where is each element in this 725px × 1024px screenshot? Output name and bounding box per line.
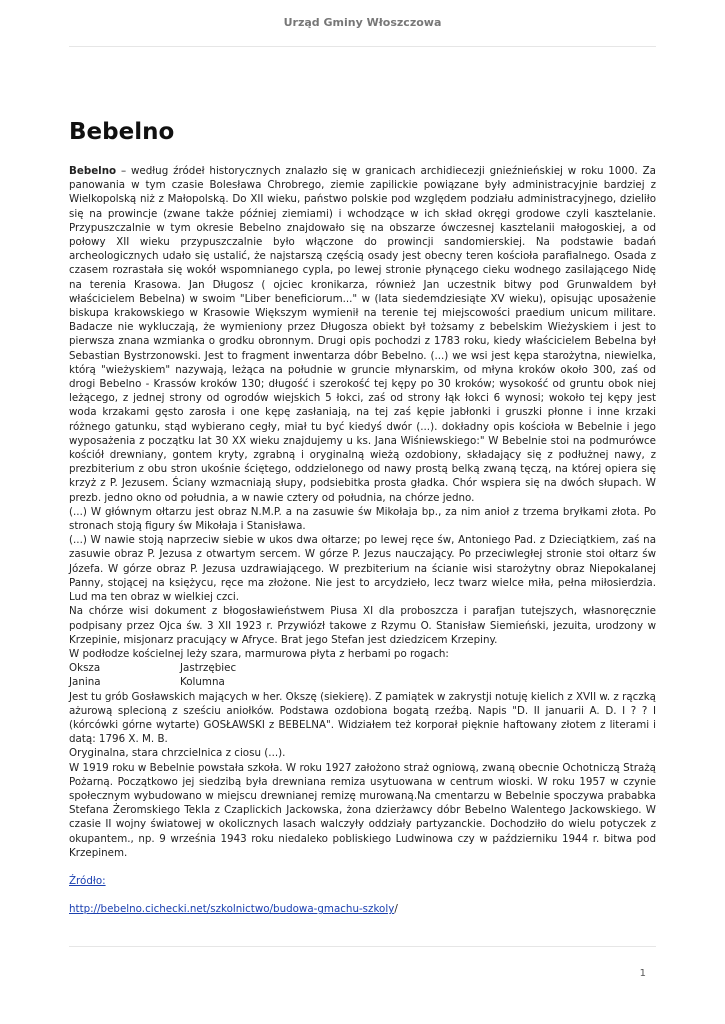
- article-body: [69, 164, 656, 916]
- herb-name: Janina: [69, 676, 101, 689]
- site-header-title: Urząd Gminy Włoszczowa: [283, 16, 442, 29]
- spacer: [69, 888, 656, 902]
- herb-row-1: [69, 661, 656, 675]
- page-number: 1: [639, 968, 646, 979]
- header-divider: [69, 46, 656, 47]
- herb-row-2: [69, 675, 656, 689]
- paragraph-floor: W podłodze kościelnej leży szara, marmurowa płyta z herbami po rogach:: [69, 647, 449, 660]
- paragraph-grave: Jest tu grób Gosławskich mających w her. Okszę (siekierę). Z pamiątek w zakrystji notuję kielich z XVII w. z rączką ażurową splecioną z sześciu aniołków. Podstawa ozdobiona bogatą rzeźbą. Napis "D. II januarii A. D. I ? ? I (kórcówki górne wytarte) GOSŁAWSKI z BEBELNA". Widziałem też korporał pięknie haftowany złotem z literami i datą: 1796 X. M. B.: [69, 690, 656, 746]
- paragraph-nave: (...) W nawie stoją naprzeciw siebie w ukos dwa ołtarze; po lewej ręce św, Antoniego Pad. z Dzieciątkiem, zaś na zasuwie obraz P. Jezusa z otwartym sercem. W górze P. Jezus nauczający. Po przeciwległej stronie stoi ołtarz św Józefa. W górze obraz P. Jezusa uzdrawiającego. W prezbiterium na ścianie wisi starożytny obraz Niepokalanej Panny, stojącej na księżycu, ręce ma złożone. Nie jest to arcydzieło, lecz twarz wielce miła, pełna miłosierdzia. Lud ma ten obraz w wielkiej czci.: [69, 534, 656, 604]
- source-line: [69, 902, 656, 916]
- paragraph-choir: Na chórze wisi dokument z błogosławieństwem Piusa XI dla proboszcza i parafjan tutejszych, własnoręcznie podpisany przez Ojca św. 3 XII 1923 r. Przywiózł takowe z Rzymu O. Stanisław Siemieński, jezuita, urodzony w Krzepinie, misjonarz pracujący w Afryce. Brat jego Stefan jest dziedzicem Krzepiny.: [69, 605, 656, 646]
- page-title: Bebelno: [69, 119, 175, 145]
- paragraph-altar: (...) W głównym ołtarzu jest obraz N.M.P. a na zasuwie św Mikołaja bp., za nim anioł z trzema bryłkami złota. Po stronach stoją figury św Mikołaja i Stanisława.: [69, 505, 656, 533]
- herb-name: Jastrzębiec: [180, 662, 237, 675]
- footer-divider: [69, 946, 656, 947]
- source-link[interactable]: http://bebelno.cichecki.net/szkolnictwo/budowa-gmachu-szkoly: [69, 903, 395, 916]
- herb-name: Kolumna: [180, 676, 225, 689]
- source-label: [69, 874, 656, 888]
- intro-text: – według źródeł historycznych znalazło się w granicach archidiecezji gnieźnieńskiej w roku 1000. Za panowania w tym czasie Bolesława Chrobrego, ziemie zapilickie powiązane były administracyjnie bardziej z Wielkopolską niż z Małopolską. Do XII wieku, państwo polskie pod względem podziału administracyjnego, dzieliło się na prowincje (zwane także później ziemiami) i wchodzące w ich skład okręgi grodowe czyli kasztelanie. Przypuszczalnie w tym okresie Bebelno znajdowało się na obszarze ówczesnej kasztelanii małogoskiej, a od połowy XII wieku przypuszczalnie było włączone do prowincji sandomierskiej. Na podstawie badań archeologicznych udało się ustalić, że najstarszą częścią osady jest obecny teren kościoła parafialnego. Osada z czasem rozrastała się wokół wspomnianego cypla, po lewej stronie płynącego cieku wodnego zasilającego Nidę na terenia Krasowa. Jan Długosz ( ojciec kronikarza, również Jan uczestnik bitwy pod Grunwaldem był właścicielem Bebelna) w swoim "Liber beneficiorum..." w (lata siedemdziesiąte XV wieku), opisując uposażenie biskupa krakowskiego w Krasowie Większym wymienił na terenie tej miejscowości praedium unicum militare. Badacze nie wykluczają, że wymieniony przez Długosza obiekt był tożsamy z bebelskim Wieżyskiem i jest to pierwsza znana wzmianka o grodku obronnym. Drugi opis pochodzi z 1783 roku, kiedy właścicielem Bebelna był Sebastian Bystrzonowski. Jest to fragment inwentarza dóbr Bebelno. (...) we wsi jest kępa starożytna, niewielka, którą "wieżyskiem" nazywają, leżąca na południe w gruncie młynarskim, od młyna kroków około 300, zaś od drogi Bebelno - Krassów kroków 130; długość i szerokość tej kępy po 30 kroków; wysokość od gruntu obok niej leżącego, z jednej strony od ogrodów wiejskich 5 łokci, zaś od strony łąk łokci 6 wynosi; wokoło tej kępy jest woda krzakami gęsto zarosła i one kępę zasłaniają, na tej zaś kępie jabłonki i gruszki płonne i inne krzaki różnego gatunku, stąd wybierano cegły, miał tu być kiedyś dwór (...). dokładny opis kościoła w Bebelnie i jego wyposażenia z początku lat 30 XX wieku znajdujemy u ks. Jana Wiśniewskiego:" W Bebelnie stoi na podmurówce kościół drewniany, gontem kryty, zgrabną i oryginalną wieżą ozdobiony, składający się z podłużnej nawy, z prezbiterium z obu stron ukośnie ściętego, oddzielonego od nawy prostą belką zwaną tęczą, na której opiera się krzyż z P. Jezusem. Ściany wzmacniają słupy, podsiebitka prosta gładka. Chór wspiera się na dwóch słupach. W prezb. jedno okno od południa, a w nawie cztery od południa, na chórze jedno.: [69, 165, 656, 504]
- source-suffix: /: [394, 903, 398, 916]
- spacer: [69, 860, 656, 874]
- source-label-link[interactable]: Źródło:: [69, 874, 106, 887]
- herb-name: Oksza: [69, 662, 101, 675]
- paragraph-intro: [69, 164, 656, 505]
- paragraph-history: W 1919 roku w Bebelnie powstała szkoła. W roku 1927 założono straż ogniową, zwaną obecnie Ochotniczą Strażą Pożarną. Początkowo jej siedzibą była drewniana remiza usytuowana w centrum wioski. W roku 1957 w czynie społecznym wybudowano w miejscu drewnianej remizę murowaną.Na cmentarzu w Bebelnie spoczywa prababka Stefana Żeromskiego Tekla z Czaplickich Jackowska, żona dzierżawcy dóbr Bebelno Walentego Jackowskiego. W czasie II wojny światowej w okolicznych lasach walczyły oddziały partyzanckie. Dochodziło do wielu potyczek z okupantem., np. 9 września 1943 roku niedaleko pobliskiego Ludwinowa czy w październiku 1944 r. bitwa pod Krzepinem.: [69, 761, 656, 859]
- paragraph-font: Oryginalna, stara chrzcielnica z ciosu (...).: [69, 747, 286, 760]
- lead-term: Bebelno: [69, 165, 117, 177]
